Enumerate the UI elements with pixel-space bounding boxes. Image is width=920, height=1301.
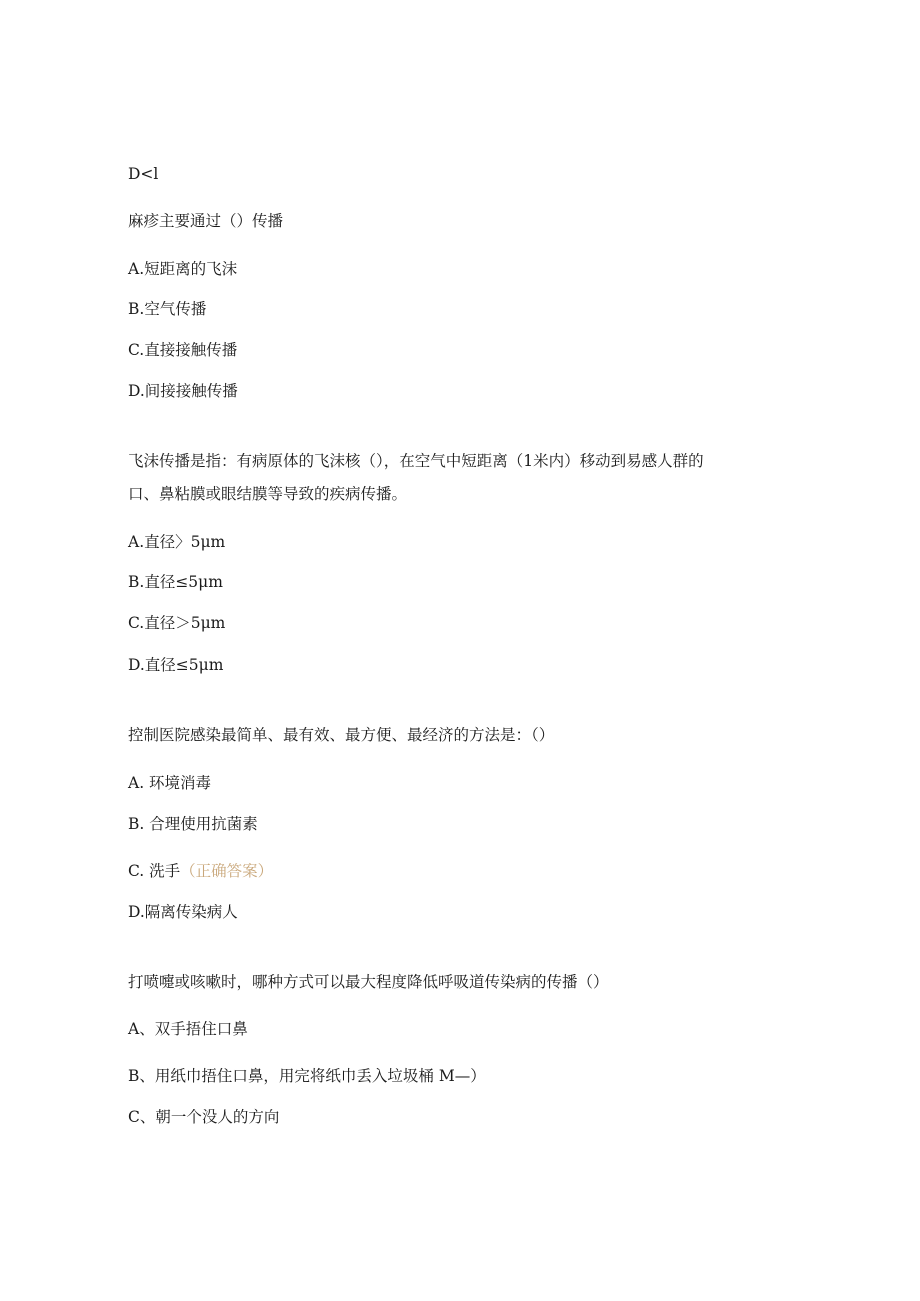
question-3-option-b: B. 合理使用抗菌素 [128,815,258,833]
question-1-option-b: B.空气传播 [128,300,207,318]
question-4-stem: 打喷嚏或咳嗽时，哪种方式可以最大程度降低呼吸道传染病的传播（） [128,973,609,991]
question-3-stem: 控制医院感染最简单、最有效、最方便、最经济的方法是：（） [128,726,555,744]
question-4-option-a: A、双手捂住口鼻 [128,1020,248,1038]
option-text: C. 洗手 [128,862,181,880]
question-4-option-b: B、用纸巾捂住口鼻，用完将纸巾丢入垃圾桶 M—） [128,1067,486,1085]
question-2-option-a: A.直径〉5μm [128,533,226,551]
question-2-option-b: B.直径≤5μm [128,573,223,591]
correct-answer-mark: （正确答案） [180,862,274,880]
question-4-option-c: C、朝一个没人的方向 [128,1108,280,1126]
question-2-stem-line-1: 飞沫传播是指：有病原体的飞沫核（），在空气中短距离（1米内）移动到易感人群的 [128,452,704,470]
question-2-stem-line-2: 口、鼻粘膜或眼结膜等导致的疾病传播。 [128,485,408,503]
question-1-stem: 麻疹主要通过（）传播 [128,212,284,230]
question-1-option-a: A.短距离的飞沫 [128,260,238,278]
question-1-option-d: D.间接接触传播 [128,382,238,400]
question-3-option-c [128,861,273,881]
question-3-option-d: D.隔离传染病人 [128,903,238,921]
question-3-option-a: A. 环境消毒 [128,774,212,792]
prev-option-fragment: D<l [128,165,159,183]
question-2-option-c: C.直径＞5μm [128,614,226,632]
question-2-option-d: D.直径≤5μm [128,656,224,674]
question-1-option-c: C.直接接触传播 [128,341,238,359]
